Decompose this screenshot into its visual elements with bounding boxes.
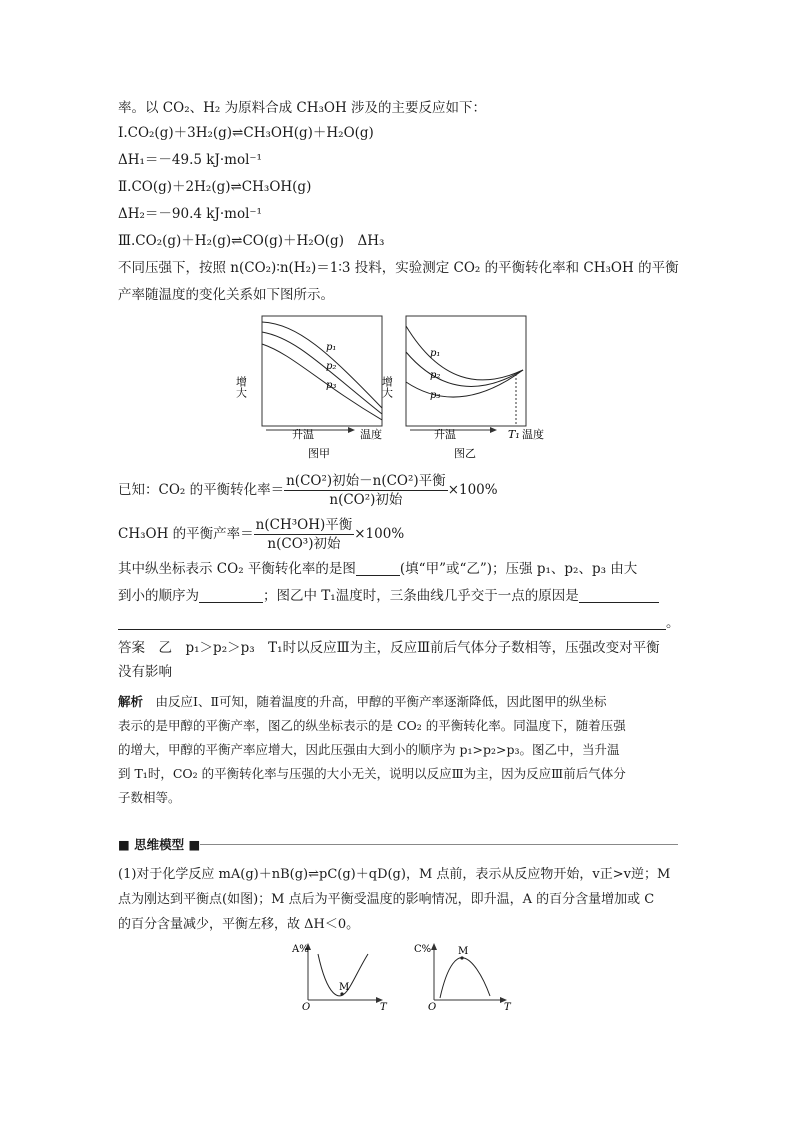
known-fraction <box>284 472 448 509</box>
graph-a-percent <box>288 940 398 1012</box>
a-origin: O <box>302 1002 311 1012</box>
jia-curve-p1: p₁ <box>326 342 337 353</box>
yield-fraction <box>254 516 355 553</box>
yield-denominator: n(CO³)初始 <box>267 536 341 552</box>
yi-ylabel: 增大 <box>380 376 394 398</box>
known-numerator: n(CO²)初始－n(CO²)平衡 <box>286 473 446 489</box>
explanation-line-1: 由反应Ⅰ、Ⅱ可知，随着温度的升高，甲醇的平衡产率逐渐降低，因此图甲的纵坐标 <box>155 694 607 709</box>
question-2a: 到小的顺序为 <box>118 588 199 604</box>
delta-h1: ΔH₁＝－49.5 kJ·mol⁻¹ <box>118 152 262 168</box>
intro-line: 率。以 CO₂、H₂ 为原料合成 CH₃OH 涉及的主要反应如下： <box>118 100 487 116</box>
model-line-2: 点为刚达到平衡点(如图)；M 点后为平衡受温度的影响情况，即升温，A 的百分含量增加或 C <box>118 892 655 907</box>
yield-prefix: CH₃OH 的平衡产率＝ <box>118 526 254 542</box>
explanation-label: 解析 <box>118 694 144 709</box>
jia-caption: 图甲 <box>308 447 330 460</box>
jia-ylabel: 增大 <box>234 376 248 398</box>
jia-curve-p3: p₃ <box>326 380 337 391</box>
jia-xlabel: 升温 <box>292 428 314 441</box>
blank-reason-2[interactable] <box>118 615 666 630</box>
answer-block <box>118 636 678 684</box>
blank-pressure-order[interactable] <box>199 588 263 603</box>
answer-line-1: 乙 p₁＞p₂＞p₃ T₁时以反应Ⅲ为主，反应Ⅲ前后气体分子数相等，压强改变对平衡 <box>158 640 660 656</box>
model-text <box>118 862 678 937</box>
question-1b: (填“甲”或“乙”)；压强 p₁、p₂、p₃ 由大 <box>399 561 638 577</box>
yield-suffix: ×100% <box>354 526 405 542</box>
yi-caption: 图乙 <box>454 447 476 460</box>
reaction-2: Ⅱ.CO(g)＋2H₂(g)⇌CH₃OH(g) <box>118 179 312 195</box>
model-line-3: 的百分含量减少，平衡左移，故 ΔH＜0。 <box>118 917 360 932</box>
condition-line-1: 不同压强下，按照 n(CO₂)∶n(H₂)＝1∶3 投料，实验测定 CO₂ 的平衡转化率和 CH₃OH 的平衡 <box>118 260 679 276</box>
known-suffix: ×100% <box>447 482 498 498</box>
question-line-3 <box>118 614 680 632</box>
yi-xend: 温度 <box>522 428 544 441</box>
question-line-2 <box>118 587 659 605</box>
jia-curve-p2: p₂ <box>326 361 337 372</box>
c-origin: O <box>428 1002 437 1012</box>
blank-figure[interactable] <box>356 561 400 576</box>
c-ylabel: C% <box>414 944 432 955</box>
model-line-1: (1)对于化学反应 mA(g)＋nB(g)⇌pC(g)＋qD(g)，M 点前，表示从反应物开始，v正>v逆；M <box>118 867 671 882</box>
yi-curve-p2: p₂ <box>430 370 441 381</box>
delta-h2: ΔH₂＝－90.4 kJ·mol⁻¹ <box>118 206 262 222</box>
yi-curve-p3: p₃ <box>430 390 441 401</box>
condition-line-2: 产率随温度的变化关系如下图所示。 <box>118 287 334 303</box>
yi-t1: T₁ <box>508 428 520 441</box>
reaction-3: Ⅲ.CO₂(g)＋H₂(g)⇌CO(g)＋H₂O(g) ΔH₃ <box>118 233 385 249</box>
graph-c-percent <box>412 940 522 1012</box>
jia-xend: 温度 <box>360 428 382 441</box>
question-2b: ；图乙中 T₁温度时，三条曲线几乎交于一点的原因是 <box>263 588 579 604</box>
reaction-1: Ⅰ.CO₂(g)＋3H₂(g)⇌CH₃OH(g)＋H₂O(g) <box>118 125 374 141</box>
known-prefix: 已知：CO₂ 的平衡转化率＝ <box>118 482 285 498</box>
a-xlabel: T <box>380 1002 387 1012</box>
c-point: M <box>458 946 469 957</box>
thinking-model-header <box>118 837 678 851</box>
explanation-line-4: 到 T₁时，CO₂ 的平衡转化率与压强的大小无关，说明以反应Ⅲ为主，因为反应Ⅲ前后气体分 <box>118 766 626 781</box>
question-line-1 <box>118 560 637 578</box>
c-xlabel: T <box>504 1002 511 1012</box>
known-formula <box>118 472 498 509</box>
yi-xlabel: 升温 <box>434 428 456 441</box>
graph-yi <box>370 312 550 460</box>
answer-line-2: 没有影响 <box>118 664 172 680</box>
known-denominator: n(CO²)初始 <box>329 492 403 508</box>
a-point: M <box>339 982 350 993</box>
question-1a: 其中纵坐标表示 CO₂ 平衡转化率的是图 <box>118 561 356 577</box>
explanation-line-2: 表示的是甲醇的平衡产率，图乙的纵坐标表示的是 CO₂ 的平衡转化率。同温度下，随着压强 <box>118 718 626 733</box>
explanation-line-5: 子数相等。 <box>118 790 181 805</box>
answer-label: 答案 <box>118 640 145 656</box>
explanation-line-3: 的增大，甲醇的平衡产率应增大，因此压强由大到小的顺序为 p₁>p₂>p₃。图乙中，当升温 <box>118 742 620 757</box>
yield-numerator: n(CH³OH)平衡 <box>255 517 353 533</box>
a-ylabel: A% <box>292 944 309 955</box>
yield-formula <box>118 516 404 553</box>
header-divider <box>200 844 678 845</box>
explanation-block <box>118 690 678 810</box>
blank-reason-1[interactable] <box>579 588 659 603</box>
yi-curve-p1: p₁ <box>430 348 441 359</box>
question-end: 。 <box>666 615 680 631</box>
thinking-model-title: ■ 思维模型 ■ <box>118 837 201 852</box>
